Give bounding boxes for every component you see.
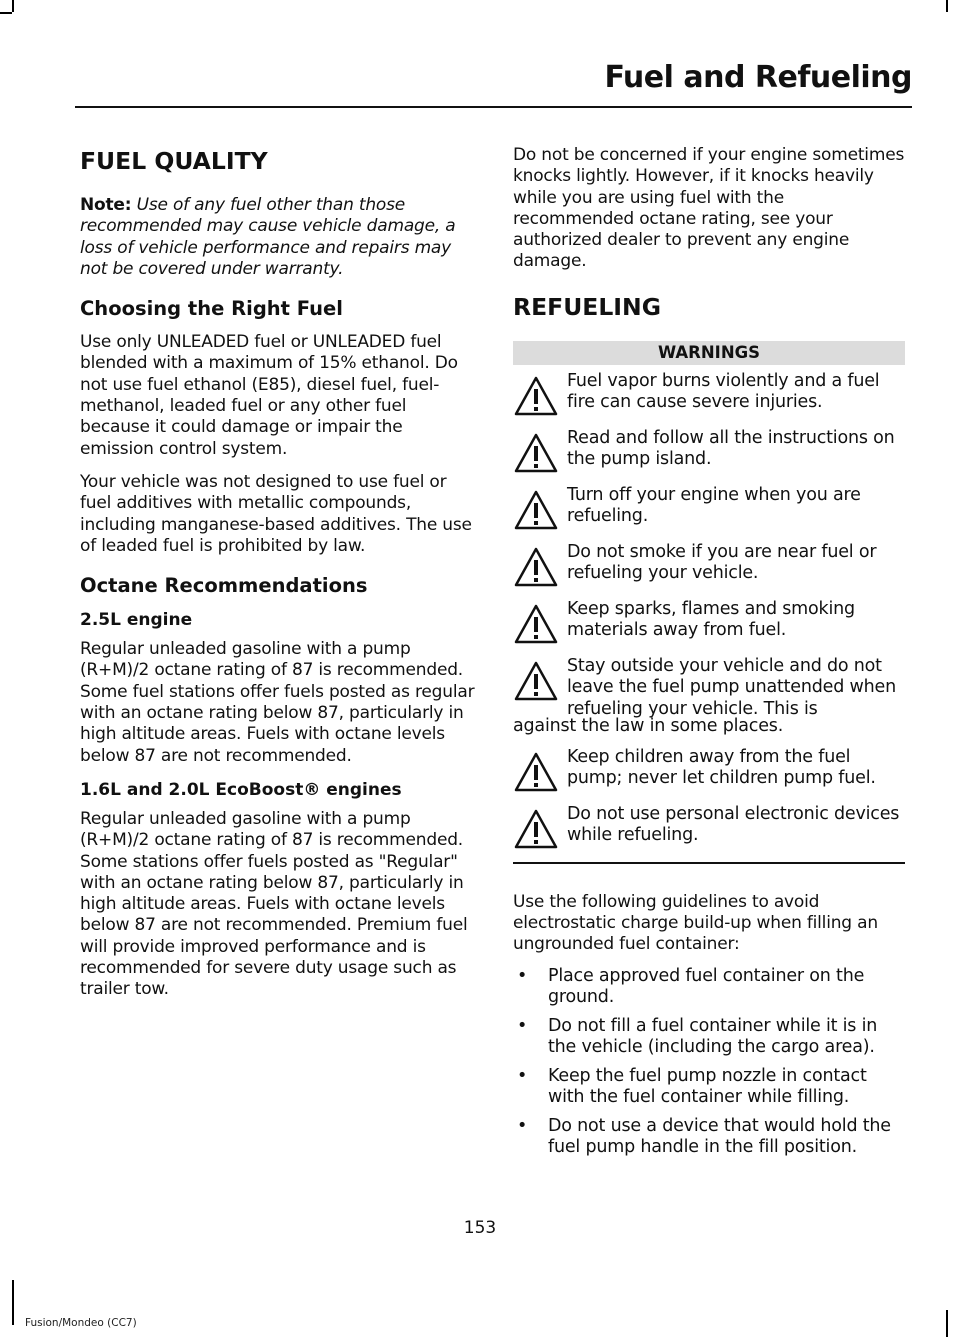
warnings-list	[513, 371, 905, 856]
warnings-header: WARNINGS	[513, 341, 905, 365]
warning-item	[513, 485, 905, 537]
note-label: Note:	[80, 195, 132, 215]
engine-2-5l-paragraph: Regular unleaded gasoline with a pump (R+M)/2 octane rating of 87 is recommended. Some fuel stations offer fuels posted as regular with an octane rating below 87, particularly in high altitude areas. Fuels with octane levels below 87 are not recommended.	[80, 639, 475, 766]
crop-mark	[12, 1280, 14, 1325]
warnings-divider	[513, 862, 905, 864]
warning-item	[513, 804, 905, 856]
warning-text: Stay outside your vehicle and do not leave the fuel pump unattended when refueling your vehicle. This is	[567, 655, 896, 719]
warning-item	[513, 747, 905, 799]
section-title-refueling: REFUELING	[513, 292, 662, 321]
list-item-text: Do not fill a fuel container while it is in the vehicle (including the cargo area).	[548, 1015, 878, 1058]
warning-text: Keep sparks, flames and smoking materials away from fuel.	[567, 598, 855, 641]
warning-triangle-icon	[513, 751, 559, 793]
list-item-text: Place approved fuel container on the ground.	[548, 965, 865, 1008]
warning-triangle-icon	[513, 375, 559, 417]
warning-text: Fuel vapor burns violently and a fuel fire can cause severe injuries.	[567, 370, 880, 413]
warning-triangle-icon	[513, 660, 559, 702]
crop-mark	[12, 0, 14, 12]
crop-mark	[946, 1310, 948, 1337]
warning-item	[513, 371, 905, 423]
list-item	[513, 966, 905, 1009]
header-divider	[75, 106, 912, 108]
choosing-paragraph-2: Your vehicle was not designed to use fuel or fuel additives with metallic compounds, including manganese-based additives. The use of leaded fuel is prohibited by law.	[80, 471, 472, 556]
warning-item	[513, 656, 905, 738]
warning-item	[513, 542, 905, 594]
warning-text: Do not use personal electronic devices while refueling.	[567, 803, 900, 846]
choosing-paragraph-1: Use only UNLEADED fuel or UNLEADED fuel blended with a maximum of 15% ethanol. Do not use fuel ethanol (E85), diesel fuel, fuel-methanol, leaded fuel or any other fuel because it could damage or impair the emission control system.	[80, 332, 458, 459]
section-title-fuel-quality: FUEL QUALITY	[80, 147, 268, 175]
engine-ecoboost-paragraph: Regular unleaded gasoline with a pump (R+M)/2 octane rating of 87 is recommended. Some stations offer fuels posted as "Regular" with an octane rating below 87, particularly in high altitude areas. Fuels with octane levels below 87 are not recommended. Premium fuel will provide improved performance and is recommended for severe duty usage such as trailer tow.	[80, 808, 468, 1000]
bullet-icon: •	[517, 1015, 528, 1036]
crop-mark	[0, 12, 12, 14]
left-column	[80, 145, 475, 1013]
warning-triangle-icon	[513, 603, 559, 645]
subsection-title-choosing-fuel: Choosing the Right Fuel	[80, 297, 343, 321]
warning-text-continued: against the law in some places.	[513, 716, 784, 737]
note-paragraph	[80, 195, 475, 280]
warning-triangle-icon	[513, 489, 559, 531]
bullet-icon: •	[517, 965, 528, 986]
warning-triangle-icon	[513, 546, 559, 588]
guidelines-intro: Use the following guidelines to avoid electrostatic charge build-up when filling an ungrounded fuel container:	[513, 891, 878, 955]
footer-model: Fusion/Mondeo (CC7)	[25, 1317, 137, 1329]
right-column	[513, 145, 905, 1166]
warning-text: Keep children away from the fuel pump; never let children pump fuel.	[567, 746, 876, 789]
warning-text: Do not smoke if you are near fuel or refueling your vehicle.	[567, 541, 877, 584]
warning-text: Turn off your engine when you are refueling.	[567, 484, 861, 527]
subsection-title-octane: Octane Recommendations	[80, 574, 368, 598]
warning-triangle-icon	[513, 808, 559, 850]
bullet-icon: •	[517, 1065, 528, 1086]
page-number: 153	[463, 1218, 497, 1238]
engine-title-2-5l: 2.5L engine	[80, 610, 193, 631]
list-item-text: Do not use a device that would hold the fuel pump handle in the fill position.	[548, 1115, 891, 1158]
list-item	[513, 1016, 905, 1059]
engine-knock-paragraph: Do not be concerned if your engine sometimes knocks lightly. However, if it knocks heavily while you are using fuel with the recommended octane rating, see your authorized dealer to prevent any engine damage.	[513, 145, 905, 272]
warning-text: Read and follow all the instructions on the pump island.	[567, 427, 895, 470]
engine-title-ecoboost: 1.6L and 2.0L EcoBoost® engines	[80, 779, 402, 800]
bullet-icon: •	[517, 1115, 528, 1136]
crop-mark	[946, 0, 948, 12]
list-item	[513, 1116, 905, 1159]
list-item	[513, 1066, 905, 1109]
page-header-title: Fuel and Refueling	[604, 60, 912, 95]
note-text: Use of any fuel other than those recommended may cause vehicle damage, a loss of vehicle performance and repairs may not be covered under warranty.	[80, 195, 456, 279]
warning-triangle-icon	[513, 432, 559, 474]
warning-item	[513, 428, 905, 480]
list-item-text: Keep the fuel pump nozzle in contact with the fuel container while filling.	[548, 1065, 867, 1108]
guidelines-list	[513, 966, 905, 1159]
warning-item	[513, 599, 905, 651]
